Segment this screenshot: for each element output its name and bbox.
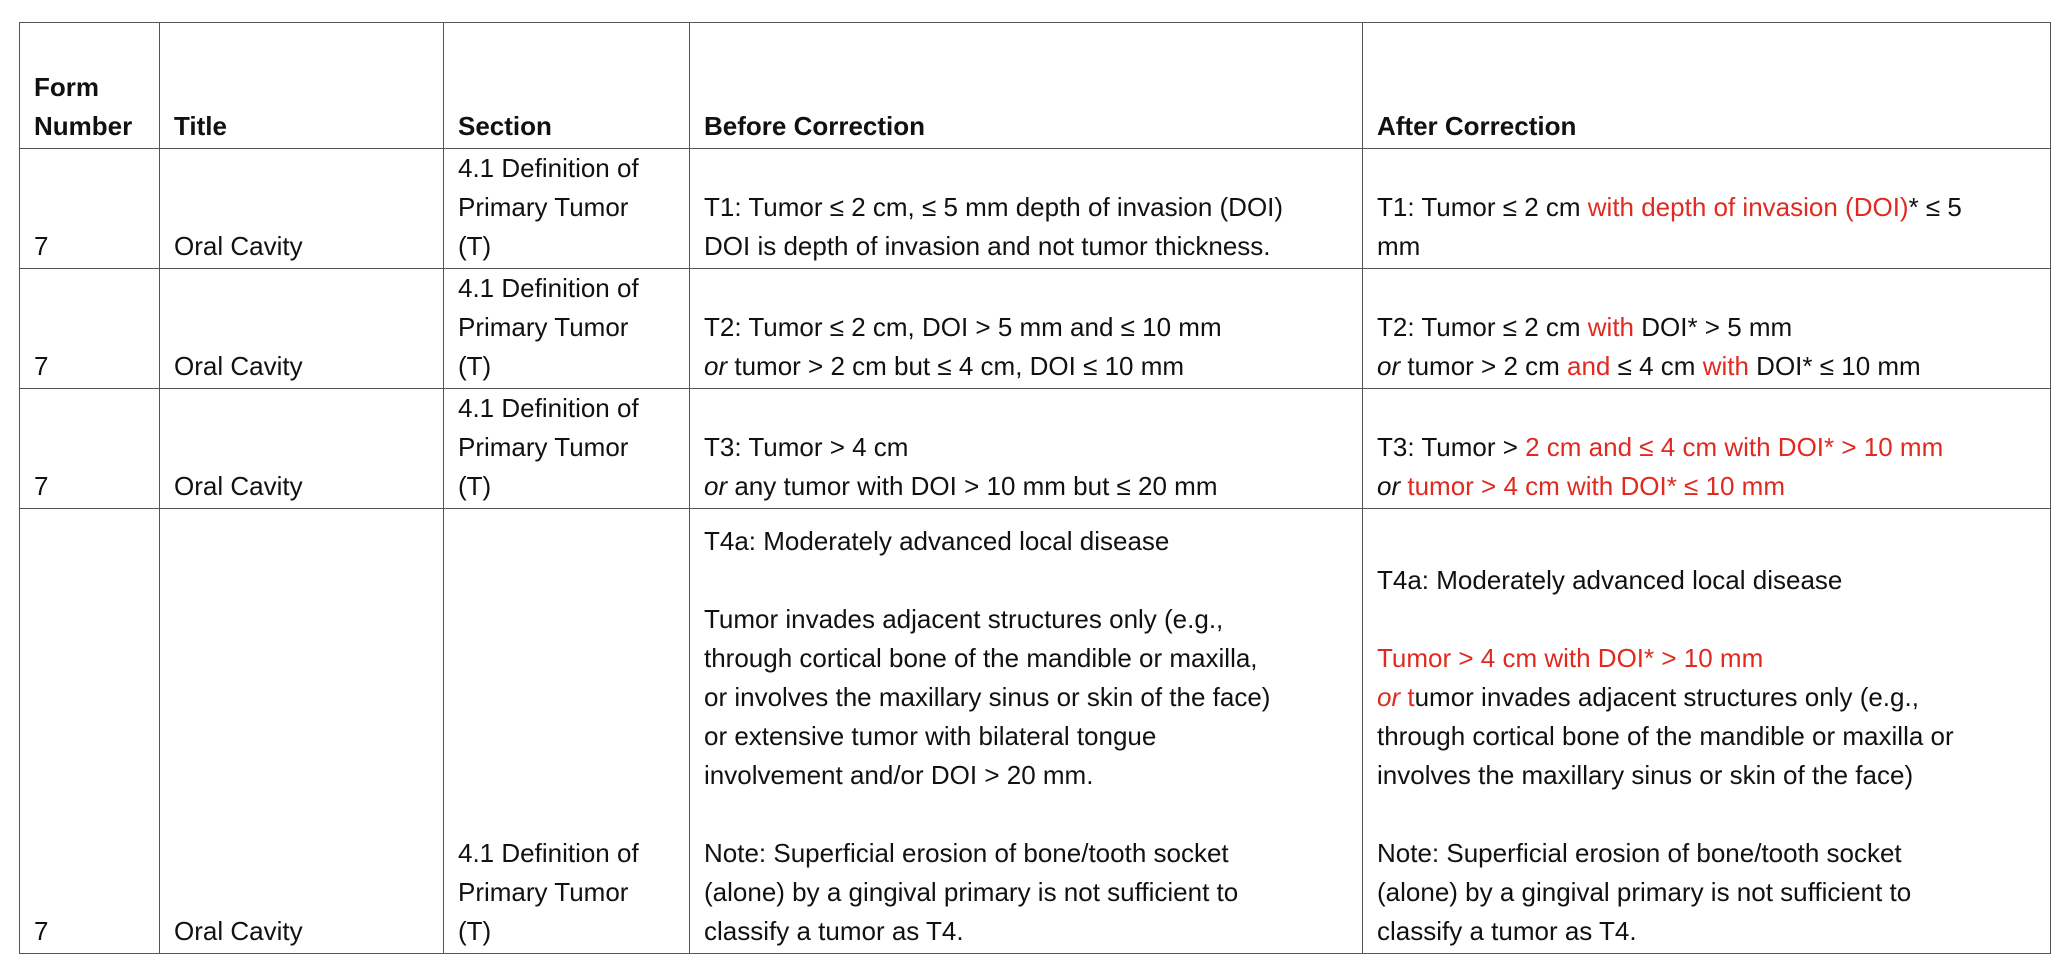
- after-correction-cell: T3: Tumor > 2 cm and ≤ 4 cm with DOI* > 10 mm or tumor > 4 cm with DOI* ≤ 10 mm: [1363, 389, 2051, 509]
- title-cell: Oral Cavity: [160, 269, 444, 389]
- after-correction-cell: T4a: Moderately advanced local disease Tumor > 4 cm with DOI* > 10 mm or tumor invades adjacent structures only (e.g., through cortical bone of the mandible or maxilla or involves the maxillary sinus or skin of the face) Note: Superficial erosion of bone/tooth socket (alone) by a gingival primary is not sufficient to classify a tumor as T4.: [1363, 509, 2051, 954]
- title-cell: Oral Cavity: [160, 389, 444, 509]
- table-row: [20, 509, 2051, 954]
- errata-table: [19, 22, 2051, 954]
- before-correction-cell: T2: Tumor ≤ 2 cm, DOI > 5 mm and ≤ 10 mm or tumor > 2 cm but ≤ 4 cm, DOI ≤ 10 mm: [690, 269, 1363, 389]
- correction-text: 2 cm and ≤ 4 cm with DOI* > 10 mm: [1525, 432, 1944, 462]
- correction-text: with depth of invasion (DOI): [1587, 192, 1909, 222]
- form-number-cell: 7: [20, 389, 160, 509]
- correction-text: tumor > 4 cm with DOI* ≤ 10 mm: [1400, 471, 1785, 501]
- header-before-correction: Before Correction: [690, 23, 1363, 149]
- before-correction-cell: T3: Tumor > 4 cm or any tumor with DOI > 10 mm but ≤ 20 mm: [690, 389, 1363, 509]
- form-number-cell: 7: [20, 149, 160, 269]
- section-cell: 4.1 Definition of Primary Tumor (T): [444, 389, 690, 509]
- header-row: [20, 23, 2051, 149]
- before-correction-cell: T4a: Moderately advanced local disease Tumor invades adjacent structures only (e.g., through cortical bone of the mandible or maxilla, or involves the maxillary sinus or skin of the face) or extensive tumor with bilateral tongue involvement and/or DOI > 20 mm. Note: Superficial erosion of bone/tooth socket (alone) by a gingival primary is not sufficient to classify a tumor as T4.: [690, 509, 1363, 954]
- header-section: Section: [444, 23, 690, 149]
- correction-text: with: [1702, 351, 1749, 381]
- table-row: [20, 149, 2051, 269]
- table-row: [20, 269, 2051, 389]
- after-correction-cell: T2: Tumor ≤ 2 cm with DOI* > 5 mm or tumor > 2 cm and ≤ 4 cm with DOI* ≤ 10 mm: [1363, 269, 2051, 389]
- after-correction-cell: T1: Tumor ≤ 2 cm with depth of invasion (DOI)* ≤ 5 mm: [1363, 149, 2051, 269]
- correction-text: and: [1567, 351, 1611, 381]
- table-row: [20, 389, 2051, 509]
- correction-text: Tumor > 4 cm with DOI* > 10 mm: [1377, 643, 1764, 673]
- form-number-cell: 7: [20, 509, 160, 954]
- section-cell: 4.1 Definition of Primary Tumor (T): [444, 269, 690, 389]
- correction-text: with: [1587, 312, 1635, 342]
- title-cell: Oral Cavity: [160, 509, 444, 954]
- section-cell: 4.1 Definition of Primary Tumor (T): [444, 149, 690, 269]
- header-title: Title: [160, 23, 444, 149]
- title-cell: Oral Cavity: [160, 149, 444, 269]
- form-number-cell: 7: [20, 269, 160, 389]
- header-form-number: Form Number: [20, 23, 160, 149]
- before-correction-cell: T1: Tumor ≤ 2 cm, ≤ 5 mm depth of invasion (DOI) DOI is depth of invasion and not tumor thickness.: [690, 149, 1363, 269]
- section-cell: 4.1 Definition of Primary Tumor (T): [444, 509, 690, 954]
- header-after-correction: After Correction: [1363, 23, 2051, 149]
